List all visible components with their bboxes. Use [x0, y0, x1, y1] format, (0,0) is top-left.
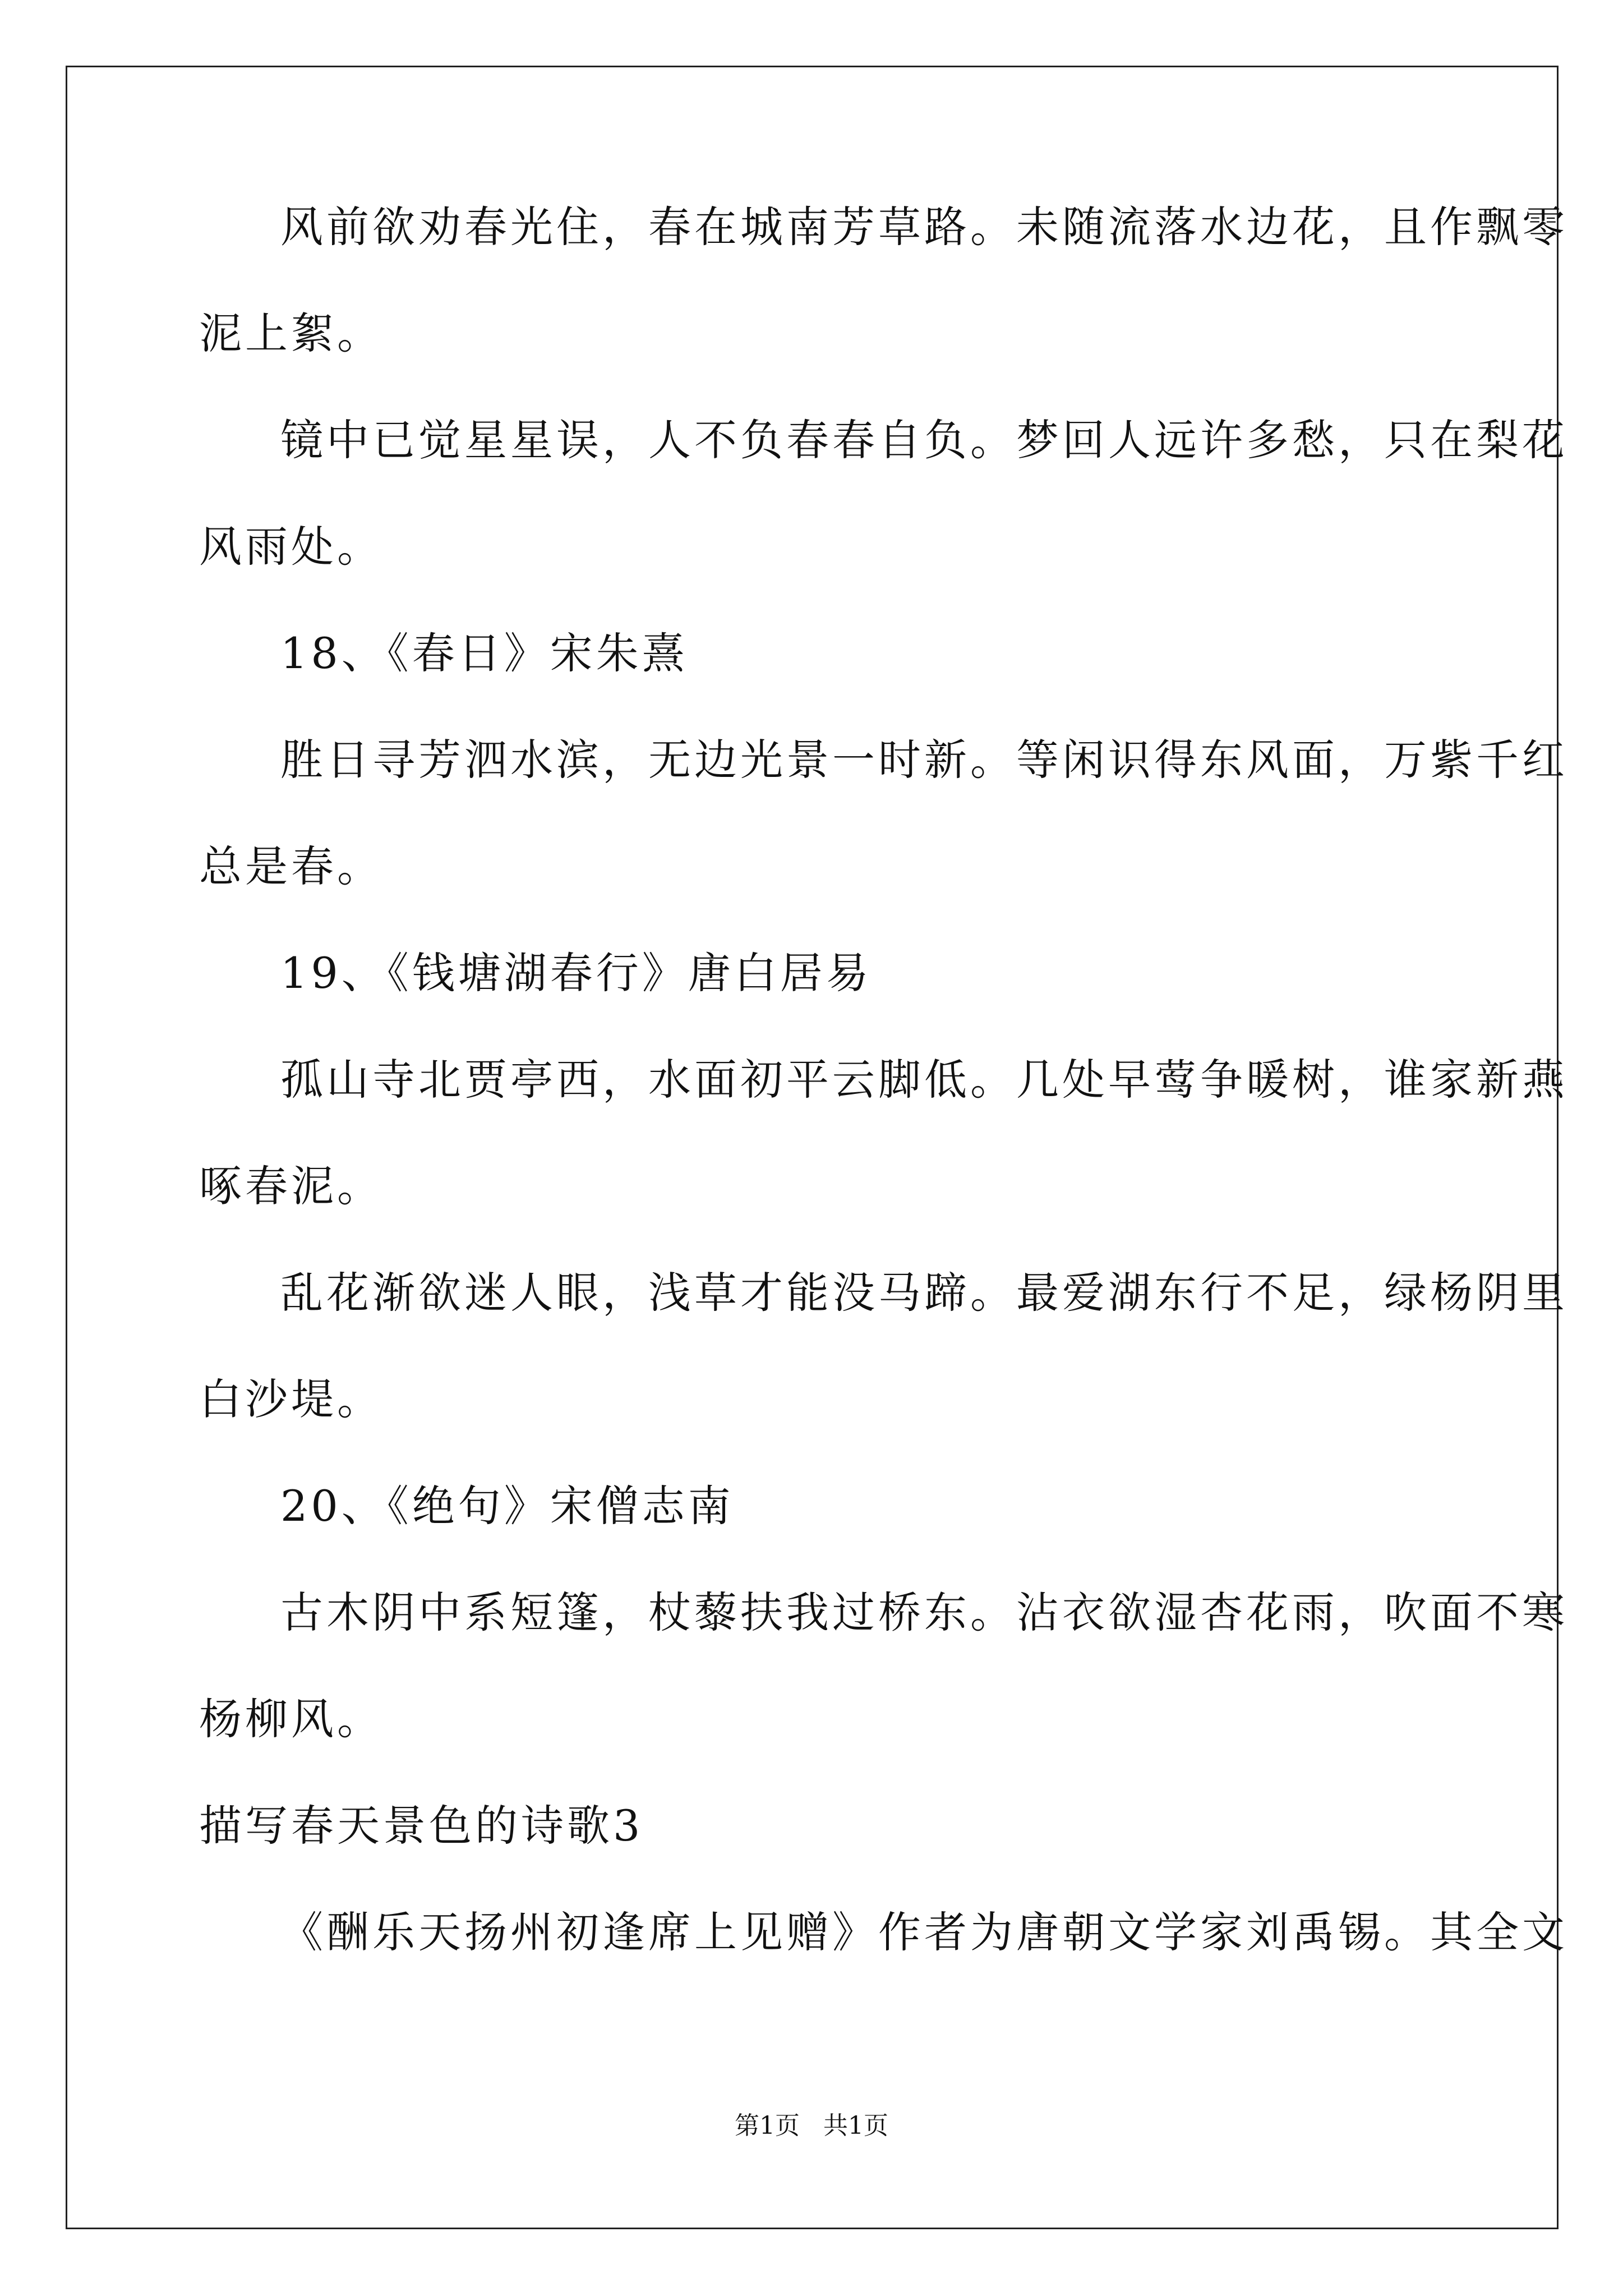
paragraph-line: 风前欲劝春光住，春在城南芳草路。未随流落水边花，且作飘零 [280, 202, 1568, 252]
paragraph-line: 杨柳风。 [199, 1694, 383, 1744]
paragraph-line: 泥上絮。 [199, 309, 383, 358]
paragraph-line: 镜中已觉星星误，人不负春春自负。梦回人远许多愁，只在梨花 [280, 415, 1568, 465]
poem-heading: 19、《钱塘湖春行》唐白居易 [280, 948, 872, 998]
paragraph-line: 白沙堤。 [199, 1374, 383, 1424]
paragraph-line: 古木阴中系短篷，杖藜扶我过桥东。沾衣欲湿杏花雨，吹面不寒 [280, 1588, 1568, 1637]
paragraph-line: 胜日寻芳泗水滨，无边光景一时新。等闲识得东风面，万紫千红 [280, 735, 1568, 785]
poem-heading: 18、《春日》宋朱熹 [280, 628, 688, 678]
paragraph-line: 乱花渐欲迷人眼，浅草才能没马蹄。最爱湖东行不足，绿杨阴里 [280, 1268, 1568, 1318]
poem-heading: 20、《绝句》宋僧志南 [280, 1481, 734, 1531]
section-heading: 描写春天景色的诗歌3 [199, 1801, 644, 1851]
paragraph-line: 啄春泥。 [199, 1161, 383, 1211]
paragraph-line: 《酬乐天扬州初逢席上见赠》作者为唐朝文学家刘禹锡。其全文 [280, 1907, 1568, 1957]
paragraph-line: 风雨处。 [199, 522, 383, 572]
page-footer: 第1页 共1页 [735, 2111, 888, 2140]
paragraph-line: 孤山寺北贾亭西，水面初平云脚低。几处早莺争暖树，谁家新燕 [280, 1055, 1568, 1105]
paragraph-line: 总是春。 [199, 841, 383, 891]
